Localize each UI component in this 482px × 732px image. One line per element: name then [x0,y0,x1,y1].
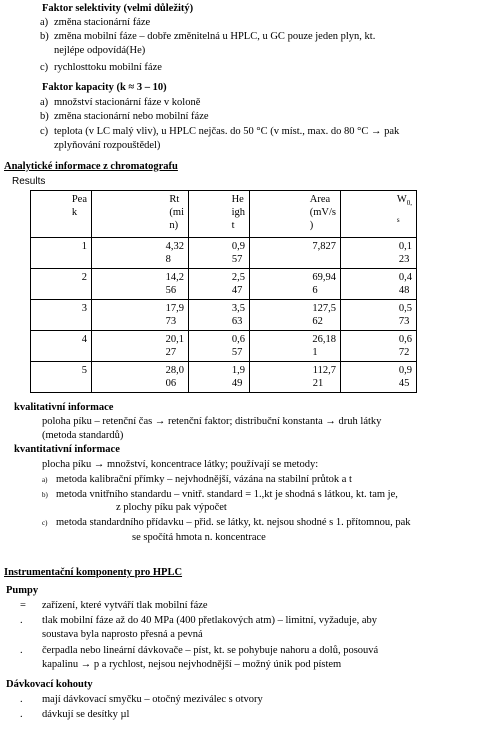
list-item: c) rychlosttoku mobilní fáze [40,62,162,73]
pumps-heading: Pumpy [6,585,39,596]
list-item: . čerpadla nebo lineární dávkovače – píst, kt. se pohybuje nahoru a dolů, posouvá [20,645,379,656]
table-header-row [31,191,417,238]
results-label: Results [12,176,46,187]
table-cell: 112,7 21 [250,362,341,393]
list-item: . tlak mobilní fáze až do 40 MPa (400 přetlakových atm) – limitní, vyžaduje, aby [20,615,378,626]
table-cell: 7,827 [250,238,341,269]
table-cell: 0,9 45 [341,362,417,393]
header-cell: Rt (mi n) [92,191,189,238]
list-item: c) metoda standardního přídavku – přid. se látky, kt. nejsou shodné s 1. přítomnou, pak [42,517,411,528]
table-cell: 2,5 47 [189,269,250,300]
analytic-heading: Analytické informace z chromatografu [4,161,178,172]
table-cell: 20,1 27 [92,331,189,362]
table-cell: 4,32 8 [92,238,189,269]
list-item-continuation: soustava byla naprosto přesná a pevná [42,629,203,640]
table-row [31,238,417,269]
results-table [30,190,417,393]
qualitative-heading: kvalitativní informace [14,402,114,413]
instrumental-heading: Instrumentační komponenty pro HPLC [4,567,183,578]
list-item: a) metoda kalibrační přímky – nejvhodnější, vázána na stabilní průtok a t [42,474,352,485]
table-row [31,269,417,300]
table-cell: 0,4 48 [341,269,417,300]
table-row [31,362,417,393]
table-cell: 28,0 06 [92,362,189,393]
quantitative-intro: plocha píku → množství, koncentrace látky; používají se metody: [42,459,319,470]
table-cell: 0,6 72 [341,331,417,362]
list-item-continuation: kapalinu → p a rychlost, nejsou nejvhodnější – možný únik pod pístem [42,659,342,670]
table-cell: 2 [31,269,92,300]
table-cell: 4 [31,331,92,362]
list-item: . dávkují se desítky µl [20,709,130,720]
list-item-continuation: nejlépe odpovídá(He) [54,45,146,56]
table-cell: 1 [31,238,92,269]
qualitative-text: poloha píku – retenční čas → retenční faktor; distribuční konstanta → druh látky [42,416,382,427]
list-item-continuation: se spočítá hmota n. koncentrace [132,532,266,543]
list-item: c) teplota (v LC malý vliv), u HPLC nejčas. do 50 °C (v míst., max. do 80 °C → pak [40,126,400,137]
list-item: a) množství stacionární fáze v koloně [40,97,201,108]
list-item: b) změna mobilní fáze – dobře změnitelná u HPLC, u GC pouze jeden plyn, kt. [40,31,376,42]
quantitative-heading: kvantitativní informace [14,444,120,455]
list-item: a) změna stacionární fáze [40,17,151,28]
table-cell: 0,9 57 [189,238,250,269]
table-cell: 3,5 63 [189,300,250,331]
header-cell: Pea k [31,191,92,238]
header-cell: He igh t [189,191,250,238]
selectivity-heading: Faktor selektivity (velmi důležitý) [42,3,194,14]
list-item-continuation: z plochy píku pak výpočet [116,502,227,513]
table-cell: 0,1 23 [341,238,417,269]
capacity-heading: Faktor kapacity (k ≈ 3 – 10) [42,82,167,93]
table-row [31,331,417,362]
valves-heading: Dávkovací kohouty [6,679,93,690]
table-cell: 1,9 49 [189,362,250,393]
list-item: = zařízení, které vytváří tlak mobilní fáze [20,600,208,611]
table-cell: 0,5 73 [341,300,417,331]
table-cell: 26,18 1 [250,331,341,362]
qualitative-text: (metoda standardů) [42,430,124,441]
table-cell: 5 [31,362,92,393]
table-cell: 17,9 73 [92,300,189,331]
header-cell: Area (mV/s ) [250,191,341,238]
list-item-continuation: zplyňování rozpouštědel) [54,140,161,151]
table-row [31,300,417,331]
table-cell: 69,94 6 [250,269,341,300]
table-cell: 14,2 56 [92,269,189,300]
table-cell: 127,5 62 [250,300,341,331]
list-item: b) metoda vnitřního standardu – vnitř. standard = 1.,kt je shodná s látkou, kt. tam je, [42,489,398,500]
header-cell: $W_{0,}$ $_s$ [341,191,417,238]
table-cell: 0,6 57 [189,331,250,362]
list-item: b) změna stacionární nebo mobilní fáze [40,111,209,122]
list-item: . mají dávkovací smyčku – otočný meziválec s otvory [20,694,263,705]
table-cell: 3 [31,300,92,331]
